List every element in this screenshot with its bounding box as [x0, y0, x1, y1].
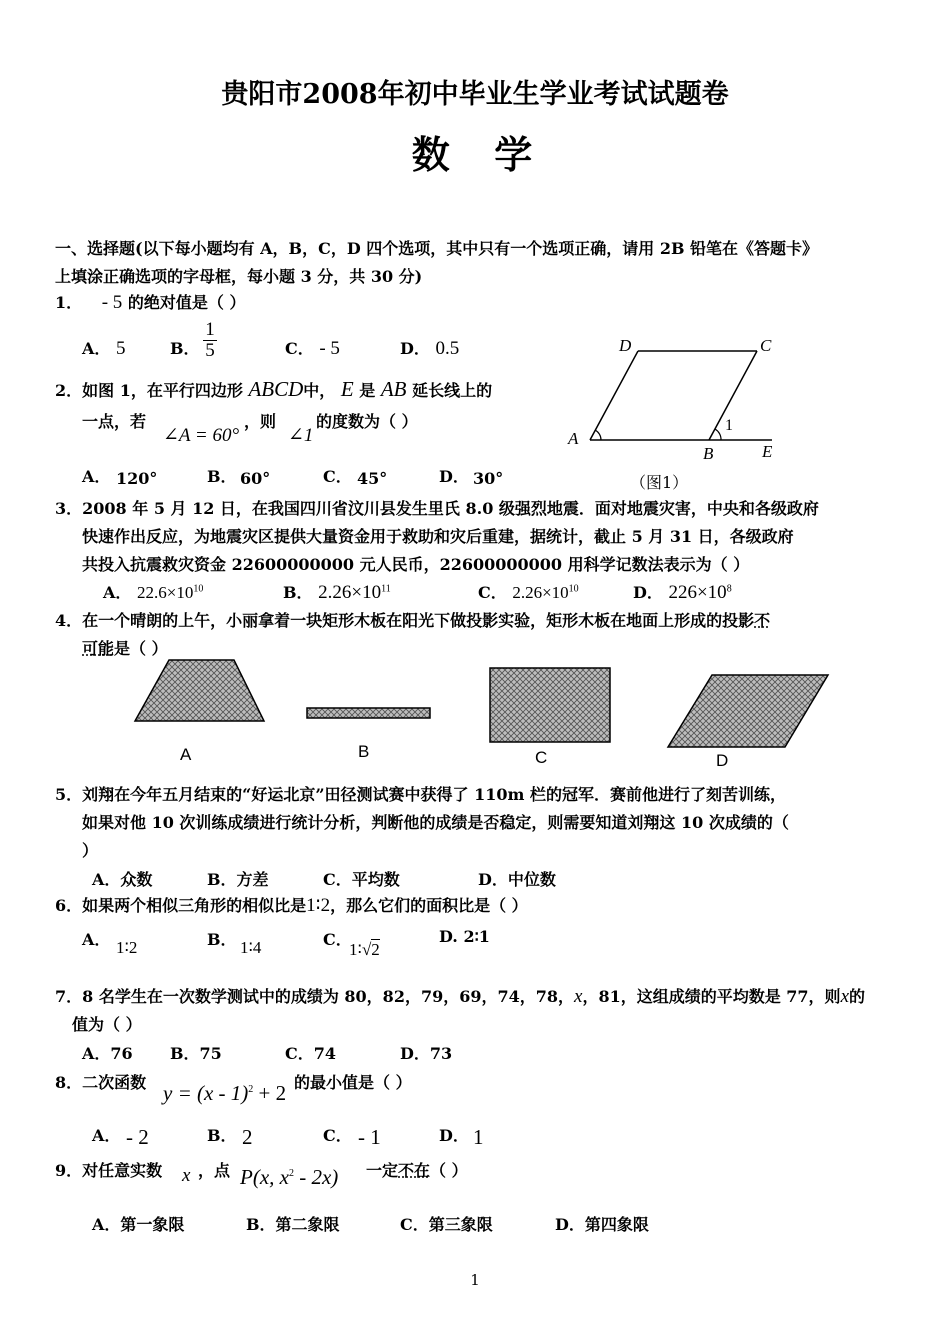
q8-option-b-value: 2 — [242, 1125, 253, 1149]
q2-option-a-label: A． — [82, 467, 111, 486]
q8-stem-a: 8．二次函数 — [55, 1073, 147, 1092]
q3-option-d: D． $226\times 10^8$ — [633, 582, 732, 603]
q6-option-a-label: A． — [82, 930, 111, 949]
q2-angle-a: ∠A = 60° — [163, 425, 240, 446]
q8-option-d-label: D． — [439, 1126, 469, 1145]
q2-option-b-label: B． — [207, 467, 237, 486]
q2-option-c-label: C． — [323, 467, 352, 486]
q2-option-d-value: 30° — [473, 469, 504, 488]
figure-caption: （图1） — [630, 473, 689, 492]
q5-stem-line1: 5．刘翔在今年五月结束的“好运北京”田径测试赛中获得了 110m 栏的冠军．赛前他进行了刻苦训练， — [55, 785, 787, 804]
q1-option-b-label: B． — [170, 339, 200, 358]
q4-stem-line1: 4．在一个晴朗的上午，小丽拿着一块矩形木板在阳光下做投影实验，矩形木板在地面上形成的投影不 — [55, 611, 771, 630]
q6-option-c-radicand: 2 — [371, 940, 380, 959]
q5-option-a: A．众数 — [92, 870, 153, 889]
q6-option-a-value: 1∶2 — [116, 938, 138, 957]
q5-option-d: D．中位数 — [478, 870, 556, 889]
section-instructions-line2: 上填涂正确选项的字母框，每小题 3 分，共 30 分) — [55, 267, 423, 286]
q3-option-b: B． $2.26\times 10^{11}$ — [283, 582, 391, 603]
q9-stem-c: 一定不在（ ） — [366, 1161, 468, 1180]
q6-stem: 6．如果两个相似三角形的相似比是1∶2，那么它们的面积比是（ ） — [55, 895, 528, 916]
exam-title: 贵阳市2008年初中毕业生学业考试试题卷 — [221, 79, 729, 110]
q6-option-b-value: 1∶4 — [240, 938, 262, 957]
q7-option-a: A．76 — [82, 1044, 133, 1063]
q9-option-c: C．第三象限 — [400, 1215, 493, 1234]
q3-option-a: A． $22.6\times 10^{10}$ — [103, 583, 204, 602]
q8-stem-b: 的最小值是（ ） — [294, 1073, 412, 1092]
q1-number: 1． — [55, 293, 83, 312]
q7-x1: x — [574, 986, 583, 1007]
q2-angle-1: ∠1 — [288, 425, 314, 446]
q2-option-d-label: D． — [439, 467, 469, 486]
label-e: E — [762, 442, 773, 461]
label-c: C — [760, 336, 772, 355]
q3-stem-line3: 共投入抗震救灾资金 22600000000 元人民币，22600000000 用科学记数法表示为（ ） — [82, 555, 750, 574]
q9-point: P(x, $x^2 - 2x$) — [240, 1165, 339, 1189]
q8-function: y = (x - 1)$^2$ + 2 — [163, 1081, 287, 1105]
shape-b-segment — [307, 708, 430, 718]
q2-stem-line2-a: 一点，若 — [82, 412, 147, 431]
q6-option-b-label: B． — [207, 930, 237, 949]
angle-a-arc — [595, 430, 601, 440]
shape-d-label: D — [716, 751, 729, 770]
edge-bc — [709, 351, 757, 440]
q1-option-c: C． - 5 — [285, 338, 340, 359]
q2-e: E — [340, 377, 354, 401]
q5-option-b: B．方差 — [207, 870, 269, 889]
q7-option-d: D．73 — [400, 1044, 453, 1063]
section-instructions-line1: 一、选择题(以下每小题均有 A，B，C，D 四个选项，其中只有一个选项正确，请用 2B 铅笔在《答题卡》 — [55, 239, 819, 258]
q7-stem-line2: 值为（ ） — [72, 1015, 142, 1034]
q5-stem-line2: 如果对他 10 次训练成绩进行统计分析，判断他的成绩是否稳定，则需要知道刘翔这 10 次成绩的（ — [82, 813, 789, 832]
q3-stem-line2: 快速作出反应，为地震灾区提供大量资金用于救助和灾后重建，据统计，截止 5 月 31 日，各级政府 — [82, 527, 794, 546]
q2-ab: AB — [380, 377, 407, 401]
q9-option-d: D．第四象限 — [555, 1215, 649, 1234]
q7-x2: x — [840, 986, 849, 1007]
q8-option-a-label: A． — [92, 1126, 121, 1145]
q2-abcd: ABCD — [248, 377, 304, 401]
q9-stem-a: 9．对任意实数 — [55, 1161, 163, 1180]
figure-1-parallelogram — [560, 330, 790, 495]
shape-d-parallelogram — [668, 675, 828, 747]
shape-b-label: B — [358, 742, 370, 761]
q6-option-c-value: 1∶√2 — [349, 940, 380, 959]
shape-a-trapezoid — [135, 660, 264, 721]
q8-option-c-value: - 1 — [358, 1125, 381, 1149]
q7-option-c: C．74 — [285, 1044, 337, 1063]
page-number: 1 — [470, 1271, 480, 1289]
q9-x: x — [182, 1165, 191, 1186]
q1-option-b-fraction: 1 5 — [203, 320, 217, 361]
q1-option-a: A． 5 — [82, 338, 126, 359]
q2-option-a-value: 120° — [116, 469, 158, 488]
q1-text: 的绝对值是（ ） — [127, 293, 246, 312]
q1-option-d: D． 0.5 — [400, 338, 460, 359]
label-a: A — [568, 429, 579, 448]
label-angle-1: 1 — [725, 417, 733, 434]
angle-1-arc — [715, 429, 721, 440]
q1-stem — [55, 290, 245, 314]
q2-option-b-value: 60° — [240, 469, 271, 488]
subject-title: 数 学 — [411, 132, 539, 177]
q3-stem-line1: 3．2008 年 5 月 12 日，在我国四川省汶川县发生里氏 8.0 级强烈地震．面对地震灾害，中央和各级政府 — [55, 499, 819, 518]
q2-stem-line1: 2．如图 1，在平行四边形 ABCD中， E 是 AB 延长线上的 — [55, 377, 493, 401]
q8-option-c-label: C． — [323, 1126, 352, 1145]
q5-stem-line3: ） — [82, 841, 99, 860]
q4-shapes — [130, 655, 840, 775]
label-d: D — [619, 336, 632, 355]
q6-option-c-label: C． — [323, 930, 352, 949]
q8-option-a-value: - 2 — [126, 1125, 149, 1149]
q8-option-b-label: B． — [207, 1126, 237, 1145]
q2-stem-line2-b: ，则 — [244, 412, 277, 431]
q7-stem-line1: 7．8 名学生在一次数学测试中的成绩为 80，82，79，69，74，78，x，81，这组成绩的平均数是 77，则x的 — [55, 986, 866, 1007]
q9-option-a: A．第一象限 — [92, 1215, 185, 1234]
edge-ad — [590, 351, 638, 440]
q8-option-d-value: 1 — [473, 1125, 484, 1149]
q6-option-d: D. 2∶1 — [439, 927, 490, 946]
q1-expr: - 5 — [101, 292, 123, 313]
q2-stem-line2-c: 的度数为（ ） — [316, 412, 418, 431]
q5-option-c: C．平均数 — [323, 870, 400, 889]
label-b: B — [703, 444, 714, 463]
q7-option-b: B．75 — [170, 1044, 222, 1063]
shape-a-label: A — [180, 745, 192, 764]
q9-option-b: B．第二象限 — [246, 1215, 340, 1234]
shape-c-rectangle — [490, 668, 610, 742]
q3-option-c: C． $2.26\times 10^{10}$ — [478, 583, 579, 602]
q9-stem-b: ，点 — [198, 1161, 231, 1180]
q4-stem-line2: 可能是（ ） — [82, 639, 168, 658]
shape-c-label: C — [535, 748, 548, 767]
q2-option-c-value: 45° — [357, 469, 388, 488]
